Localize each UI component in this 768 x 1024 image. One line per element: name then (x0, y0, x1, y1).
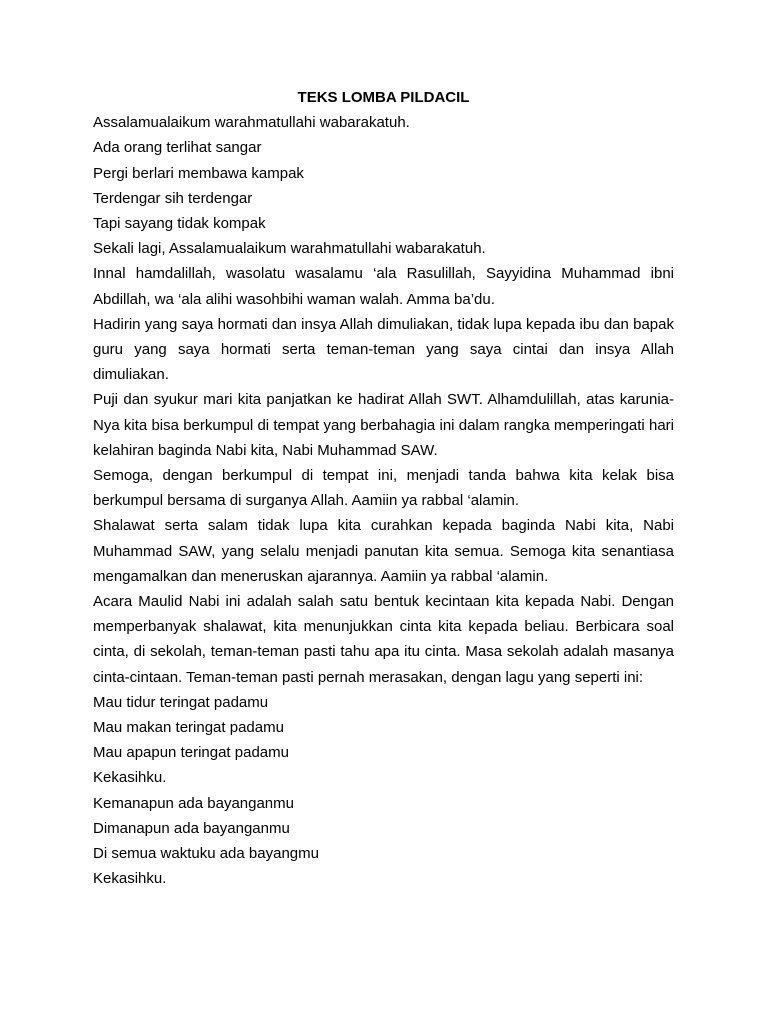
song-line: Mau apapun teringat padamu (93, 744, 289, 762)
intro-line: Terdengar sih terdengar (93, 189, 253, 207)
intro-line: Ada orang terlihat sangar (93, 139, 262, 157)
document-title: TEKS LOMBA PILDACIL (297, 89, 470, 106)
body-paragraph: Shalawat serta salam tidak lupa kita curahkan kepada baginda Nabi kita, Nabi Muhammad SAW, yang selalu menjadi panutan kita semua. Semoga kita senantiasa mengamalkan dan meneruskan ajarannya. Aamiin ya rabbal ‘alamin. (93, 517, 674, 585)
document-page (93, 85, 674, 892)
body-paragraph: Acara Maulid Nabi ini adalah salah satu bentuk kecintaan kita kepada Nabi. Dengan memperbanyak shalawat, kita menunjukkan cinta kita kepada beliau. Berbicara soal cinta, di sekolah, teman-teman pasti tahu apa itu cinta. Masa sekolah adalah masanya cinta-cintaan. Teman-teman pasti pernah merasakan, dengan lagu yang seperti ini: (93, 593, 674, 686)
song-line: Kekasihku. (93, 769, 167, 787)
song-line: Dimanapun ada bayanganmu (93, 819, 290, 837)
song-line: Mau tidur teringat padamu (93, 693, 269, 711)
intro-line: Sekali lagi, Assalamualaikum warahmatullahi wabarakatuh. (93, 240, 486, 258)
body-paragraph: Innal hamdalillah, wasolatu wasalamu ‘ala Rasulillah, Sayyidina Muhammad ibni Abdillah, wa ‘ala alihi wasohbihi waman walah. Amma ba’du. (93, 265, 674, 308)
body-paragraph: Semoga, dengan berkumpul di tempat ini, menjadi tanda bahwa kita kelak bisa berkumpul bersama di surganya Allah. Aamiin ya rabbal ‘alamin. (93, 467, 674, 510)
intro-line: Assalamualaikum warahmatullahi wabarakatuh. (93, 114, 410, 132)
body-paragraph: Hadirin yang saya hormati dan insya Allah dimuliakan, tidak lupa kepada ibu dan bapak guru yang saya hormati serta teman-teman yang saya cintai dan insya Allah dimuliakan. (93, 315, 674, 384)
intro-line: Pergi berlari membawa kampak (93, 164, 304, 182)
song-line: Kemanapun ada bayanganmu (93, 794, 294, 812)
body-paragraph: Puji dan syukur mari kita panjatkan ke hadirat Allah SWT. Alhamdulillah, atas karunia-Nya kita bisa berkumpul di tempat yang berbahagia ini dalam rangka memperingati hari kelahiran baginda Nabi kita, Nabi Muhammad SAW. (93, 391, 674, 459)
song-line: Di semua waktuku ada bayangmu (93, 845, 319, 863)
song-line: Kekasihku. (93, 870, 167, 888)
intro-line: Tapi sayang tidak kompak (93, 215, 266, 233)
song-line: Mau makan teringat padamu (93, 719, 284, 737)
